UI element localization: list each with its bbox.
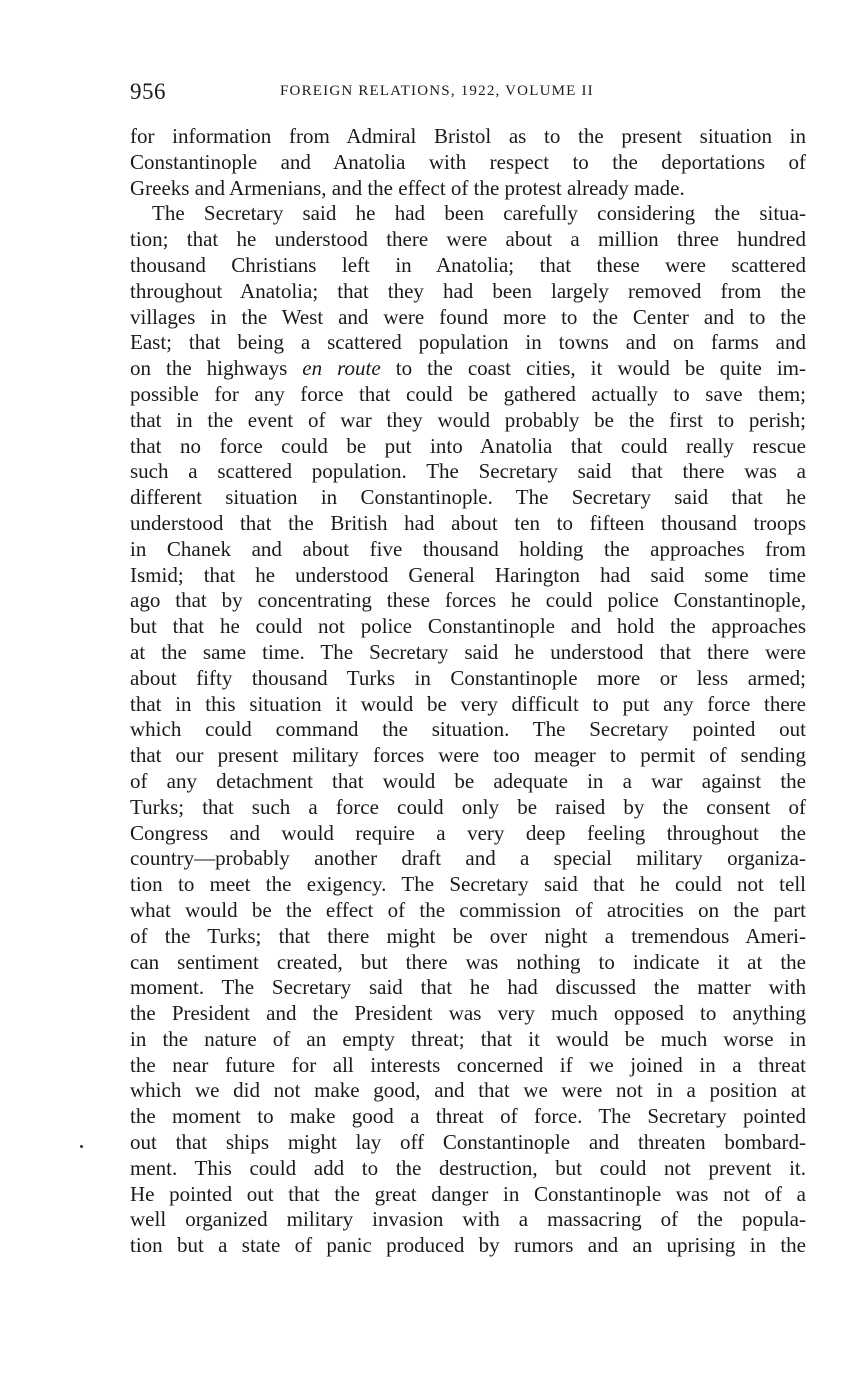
text-line: He pointed out that the great danger in Constantinople was not of a bbox=[130, 1181, 806, 1206]
text-line: that in the event of war they would probably be the first to perish; bbox=[130, 407, 806, 432]
text-line: tion but a state of panic produced by rumors and an uprising in the bbox=[130, 1233, 806, 1258]
text-line: that no force could be put into Anatolia that could really rescue bbox=[130, 433, 806, 458]
text-line: can sentiment created, but there was nothing to indicate it at the bbox=[130, 949, 806, 974]
text-line: that in this situation it would be very difficult to put any force there bbox=[130, 691, 806, 716]
text-line: for information from Admiral Bristol as to the present situation in bbox=[130, 124, 806, 148]
text-line bbox=[130, 356, 806, 382]
text-line: the President and the President was very much opposed to anything bbox=[130, 1001, 806, 1026]
running-head: FOREIGN RELATIONS, 1922, VOLUME II bbox=[280, 83, 594, 99]
italic-phrase: en route bbox=[302, 356, 381, 381]
text-line: Congress and would require a very deep feeling throughout the bbox=[130, 820, 806, 845]
text-line: of any detachment that would be adequate in a war against the bbox=[130, 768, 806, 793]
text-line: ago that by concentrating these forces he could police Constantinople, bbox=[130, 588, 806, 613]
text-line: in Chanek and about five thousand holding the approaches from bbox=[130, 536, 806, 561]
text-line: Constantinople and Anatolia with respect to the deportations of bbox=[130, 149, 806, 174]
text-line: at the same time. The Secretary said he understood that there were bbox=[130, 639, 806, 664]
text-line: East; that being a scattered population in towns and on farms and bbox=[130, 330, 806, 355]
text-line: moment. The Secretary said that he had discussed the matter with bbox=[130, 975, 806, 1000]
text-run: to the coast cities, it would be quite im- bbox=[380, 356, 806, 381]
text-line: Greeks and Armenians, and the effect of the protest already made. bbox=[130, 175, 685, 200]
text-line: that our present military forces were too meager to permit of sending bbox=[130, 743, 806, 768]
text-line: country—probably another draft and a special military organiza- bbox=[130, 846, 806, 871]
text-line: what would be the effect of the commission of atrocities on the part bbox=[130, 897, 806, 922]
text-line: in the nature of an empty threat; that it would be much worse in bbox=[130, 1026, 806, 1051]
text-line: but that he could not police Constantinople and hold the approaches bbox=[130, 614, 806, 639]
text-line: about fifty thousand Turks in Constantinople more or less armed; bbox=[130, 665, 806, 690]
text-line: of the Turks; that there might be over night a tremendous Ameri- bbox=[130, 923, 806, 948]
text-line: well organized military invasion with a massacring of the popula- bbox=[130, 1207, 806, 1232]
text-line: which we did not make good, and that we were not in a position at bbox=[130, 1078, 806, 1103]
text-line: out that ships might lay off Constantinople and threaten bombard- bbox=[130, 1130, 806, 1155]
page-header bbox=[130, 78, 806, 106]
text-line: different situation in Constantinople. The Secretary said that he bbox=[130, 485, 806, 510]
text-line: which could command the situation. The Secretary pointed out bbox=[130, 717, 806, 742]
text-line: such a scattered population. The Secretary said that there was a bbox=[130, 459, 806, 484]
text-line: understood that the British had about ten to fifteen thousand troops bbox=[130, 510, 806, 535]
text-line: possible for any force that could be gathered actually to save them; bbox=[130, 381, 806, 406]
text-line: the near future for all interests concerned if we joined in a threat bbox=[130, 1052, 806, 1077]
text-line: tion; that he understood there were about a million three hundred bbox=[130, 227, 806, 252]
text-line: the moment to make good a threat of force. The Secretary pointed bbox=[130, 1104, 806, 1129]
margin-dot bbox=[80, 1145, 83, 1148]
text-line: Ismid; that he understood General Harington had said some time bbox=[130, 562, 806, 587]
paragraph-first-line: The Secretary said he had been carefully considering the situa- bbox=[152, 201, 806, 226]
text-run: on the highways bbox=[130, 356, 303, 381]
text-line: tion to meet the exigency. The Secretary said that he could not tell bbox=[130, 872, 806, 897]
text-line: villages in the West and were found more to the Center and to the bbox=[130, 304, 806, 329]
text-line: throughout Anatolia; that they had been largely removed from the bbox=[130, 278, 806, 303]
text-line: ment. This could add to the destruction, but could not prevent it. bbox=[130, 1155, 806, 1180]
body-text bbox=[130, 124, 806, 1259]
page-number: 956 bbox=[130, 79, 166, 104]
text-line: Turks; that such a force could only be raised by the consent of bbox=[130, 794, 806, 819]
text-line: thousand Christians left in Anatolia; that these were scattered bbox=[130, 252, 806, 277]
